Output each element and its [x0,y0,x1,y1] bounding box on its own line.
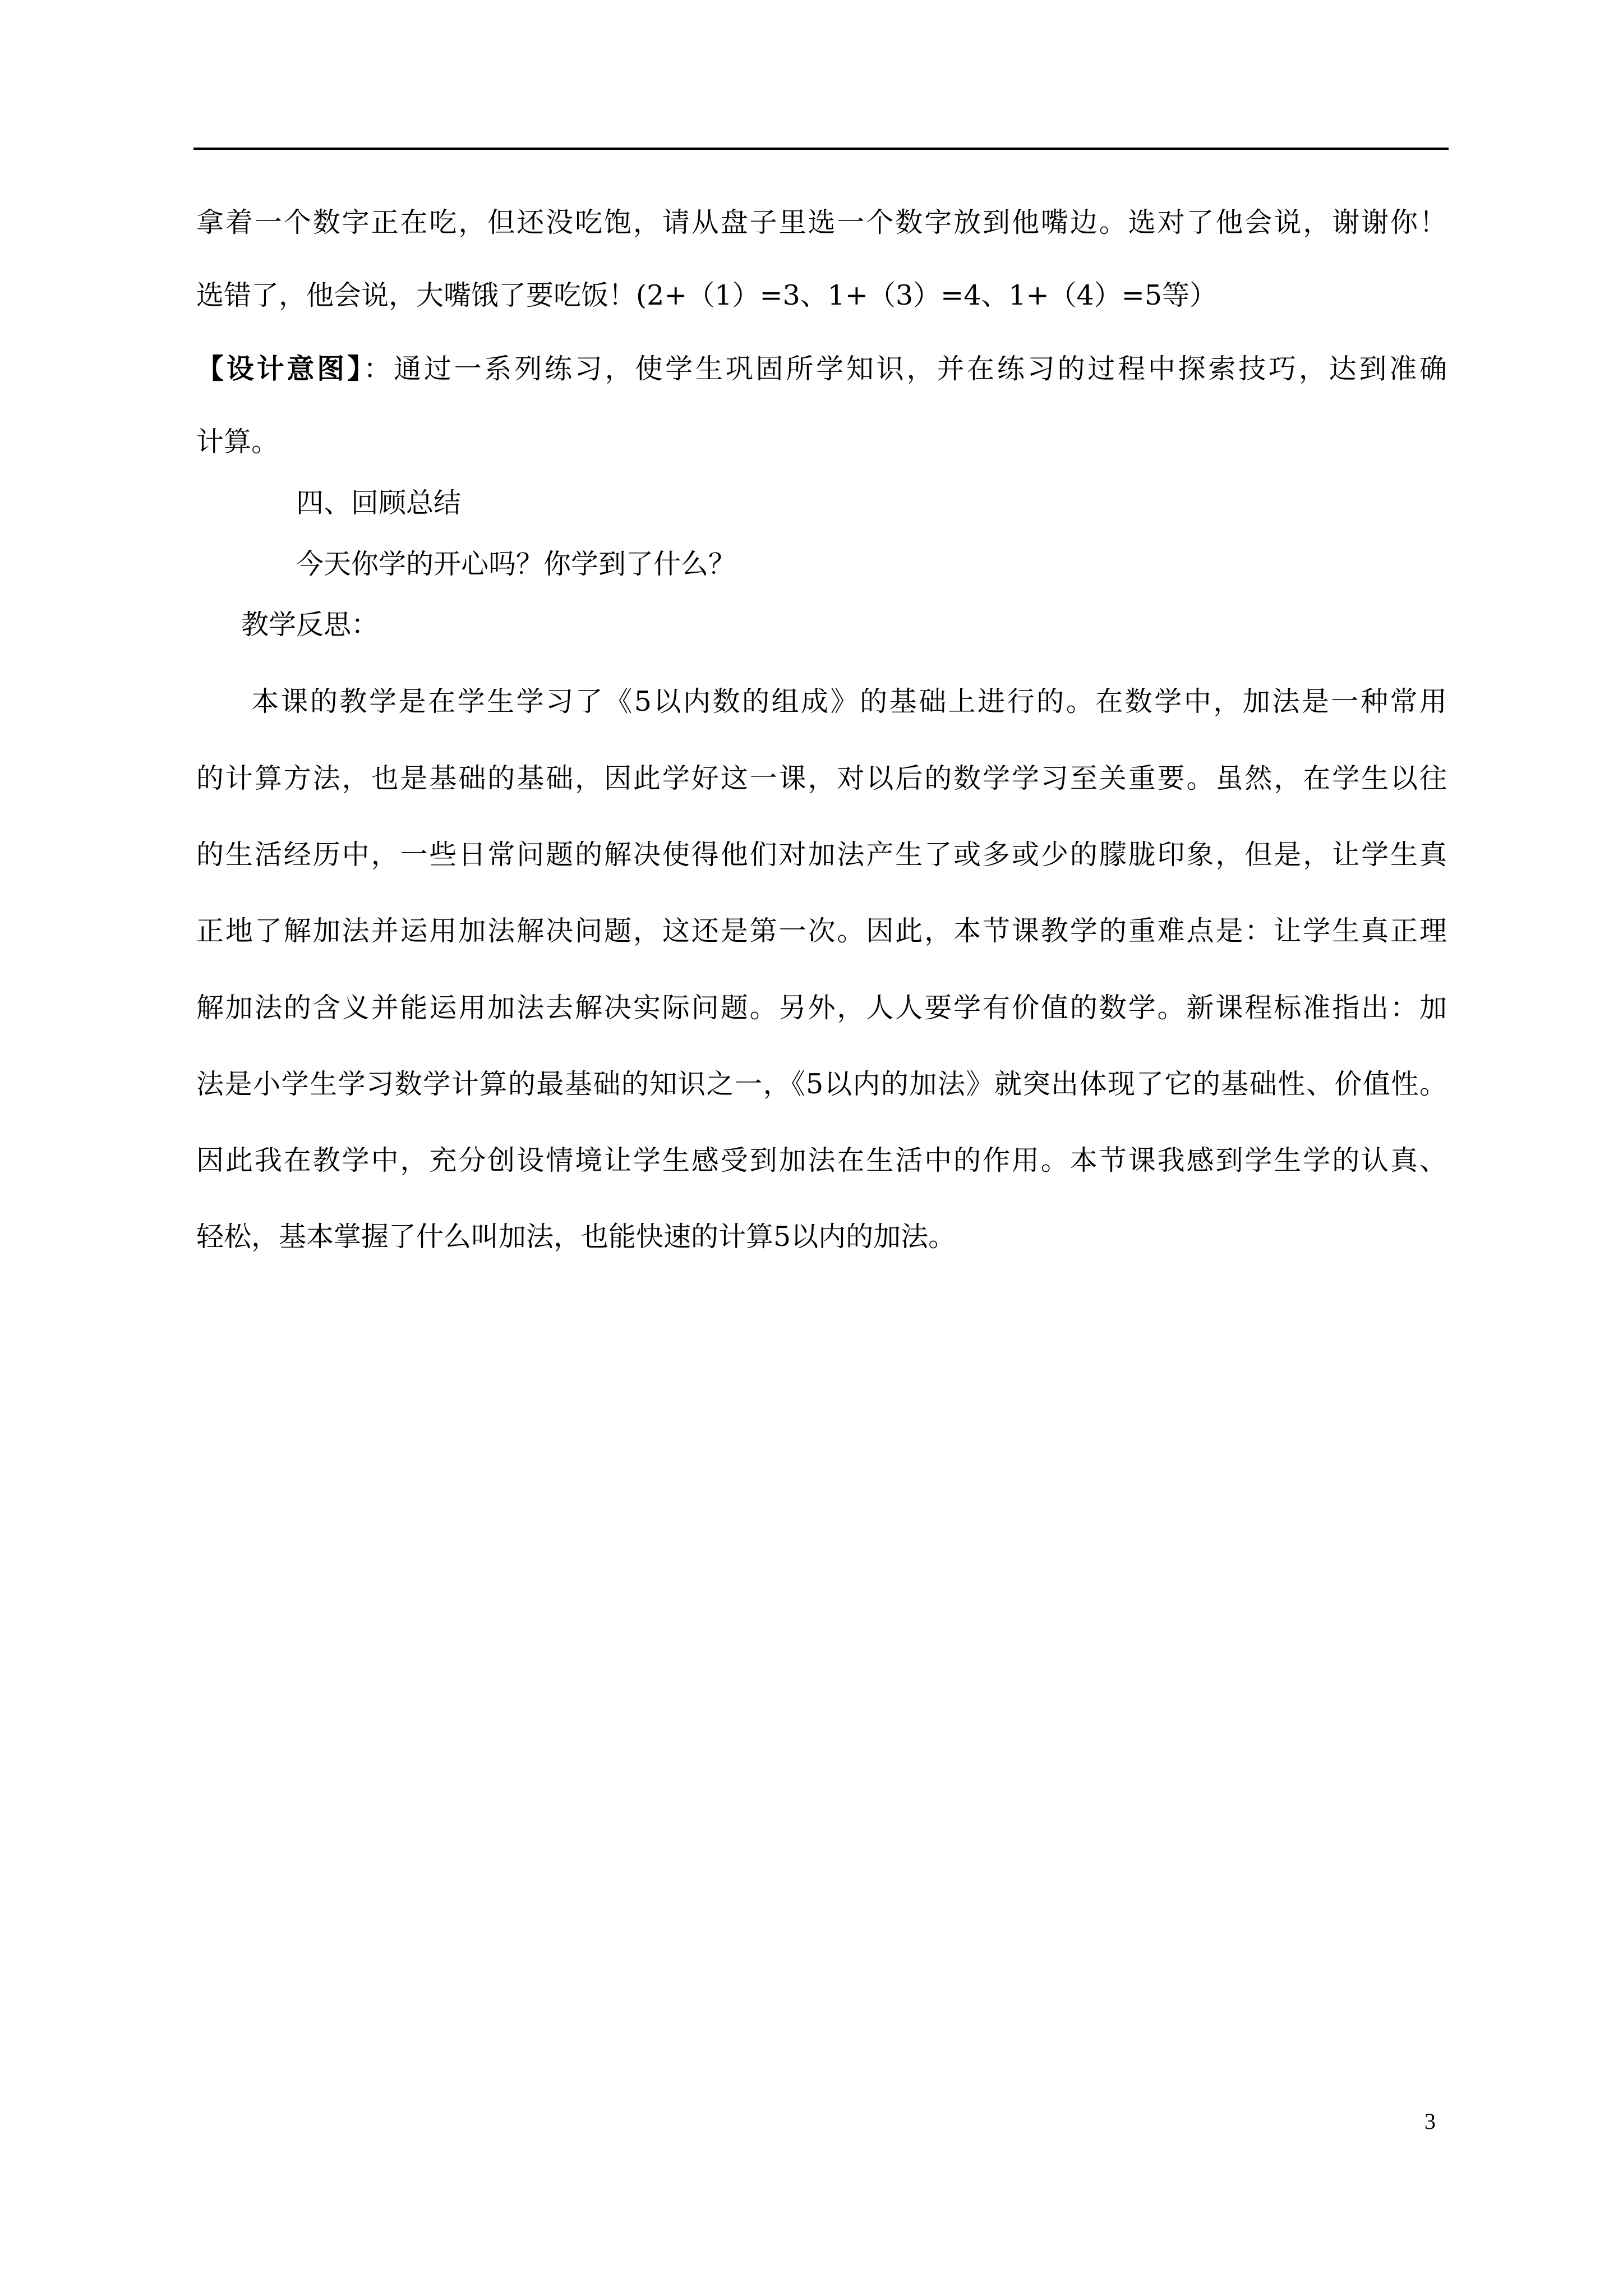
reflection-line-5: 解加法的含义并能运用加法去解决实际问题。另外，人人要学有价值的数学。新课程标准指出：加 [196,992,1447,1024]
reflection-line-4: 正地了解加法并运用加法解决问题，这还是第一次。因此，本节课教学的重难点是：让学生真正理 [196,915,1447,947]
page-number: 3 [1424,2109,1436,2134]
continuation-line-2: 选错了，他会说，大嘴饿了要吃饭！(2+（1）=3、1+（3）=4、1+（4）=5等） [196,279,1218,311]
reflection-line-2: 的计算方法，也是基础的基础，因此学好这一课，对以后的数学学习至关重要。虽然，在学生以往 [196,762,1447,794]
design-intent-line-2: 计算。 [196,426,279,458]
reflection-line-8: 轻松，基本掌握了什么叫加法，也能快速的计算5以内的加法。 [196,1221,956,1253]
reflection-line-7: 因此我在教学中，充分创设情境让学生感受到加法在生活中的作用。本节课我感到学生学的认真、 [196,1144,1447,1176]
continuation-line-1: 拿着一个数字正在吃，但还没吃饱，请从盘子里选一个数字放到他嘴边。选对了他会说，谢谢你！ [196,206,1447,238]
design-intent-text: ：通过一系列练习，使学生巩固所学知识，并在练习的过程中探索技巧，达到准确 [363,353,1447,385]
reflection-line-1: 本课的教学是在学生学习了《5以内数的组成》的基础上进行的。在数学中，加法是一种常用 [251,685,1447,717]
section-heading: 四、回顾总结 [296,487,462,519]
reflection-line-6: 法是小学生学习数学计算的最基础的知识之一，《5以内的加法》就突出体现了它的基础性、价值性。 [196,1068,1447,1100]
header-rule [193,148,1449,150]
design-intent-label: 【设计意图】 [196,352,364,385]
section-question: 今天你学的开心吗？你学到了什么？ [296,548,736,580]
reflection-line-3: 的生活经历中，一些日常问题的解决使得他们对加法产生了或多或少的朦胧印象，但是，让学生真 [196,839,1447,871]
design-intent-line-1 [196,352,1447,385]
reflection-title: 教学反思： [241,609,379,641]
